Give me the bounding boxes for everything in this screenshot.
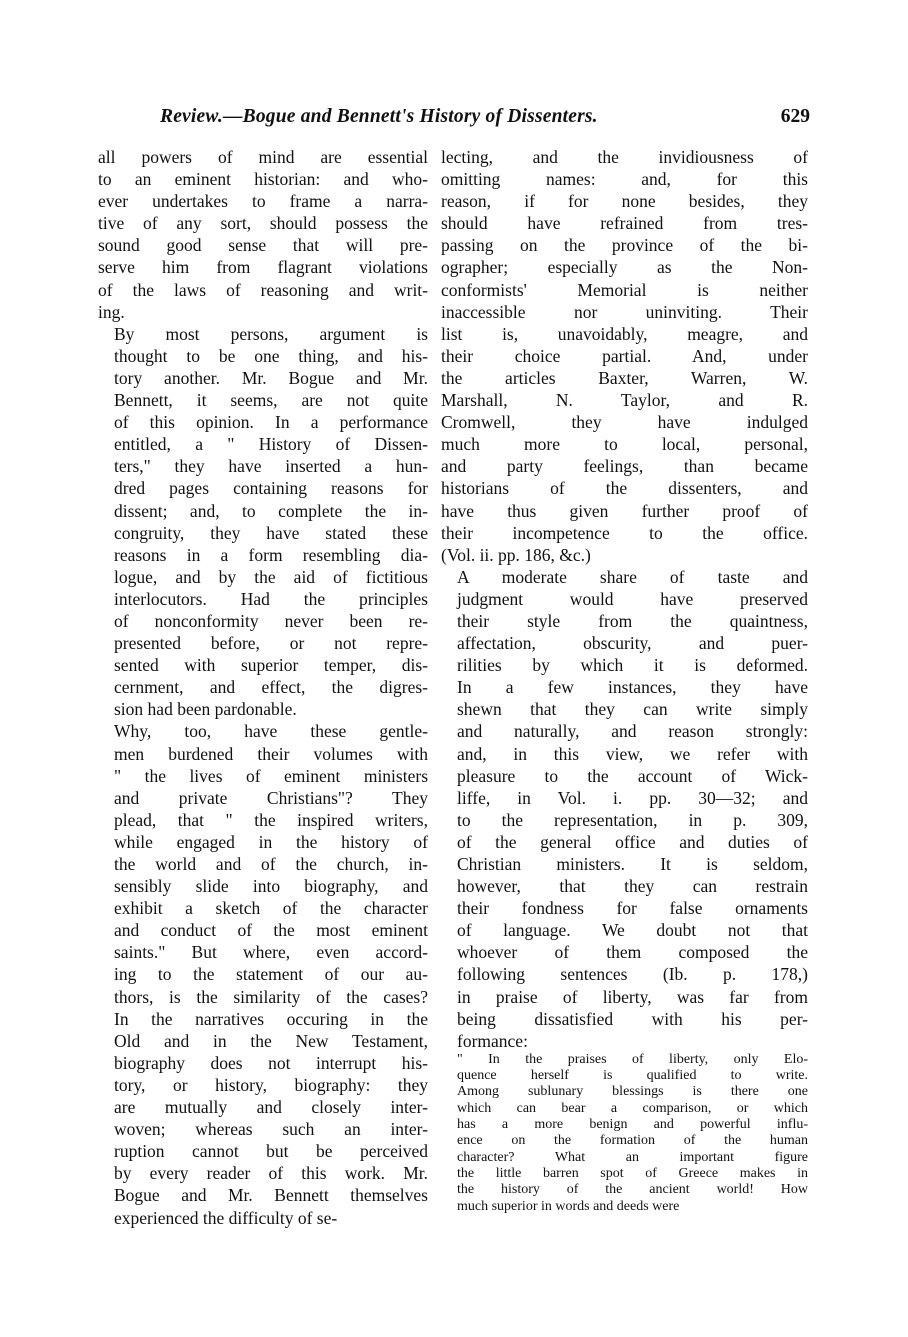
text-line: exhibit a sketch of the character [114,898,428,919]
text-line: by every reader of this work. Mr. [114,1163,428,1184]
block-quote [441,1052,808,1215]
text-line: in praise of liberty, was far from [457,986,808,1007]
text-line: of the general office and duties of [457,831,808,852]
text-line: much more to local, personal, [441,434,808,455]
text-line: lecting, and the invidiousness of [441,147,808,167]
text-line: ing. [98,301,125,322]
text-line: ever undertakes to frame a narra- [98,191,428,212]
text-line: reasons in a form resembling dia- [114,544,428,565]
text-line: A moderate share of taste and [457,566,808,587]
text-line: In a few instances, they have [457,677,808,698]
text-line: sound good sense that will pre- [98,235,428,256]
left-paragraph-1 [98,146,428,323]
text-line: thors, is the similarity of the cases? [114,986,428,1007]
text-line: " the lives of eminent ministers [114,765,428,786]
text-line: congruity, they have stated these [114,522,428,543]
text-line: ters," they have inserted a hun- [114,456,428,477]
text-line: all powers of mind are essential [98,147,428,167]
text-line: passing on the province of the bi- [441,235,808,256]
text-line: the history of the ancient world! How [457,1182,808,1198]
text-line: their style from the quaintness, [457,610,808,631]
text-line: which can bear a comparison, or which [457,1100,808,1116]
text-line: ence on the formation of the human [457,1133,808,1149]
text-line: rilities by which it is deformed. [457,655,808,676]
text-line: Marshall, N. Taylor, and R. [441,390,808,411]
text-line: to an eminent historian: and who- [98,169,428,190]
text-line: tory another. Mr. Bogue and Mr. [114,367,428,388]
text-line: of nonconformity never been re- [114,610,428,631]
text-line: tive of any sort, should possess the [98,213,428,234]
text-line: of the laws of reasoning and writ- [98,279,428,300]
text-line: their choice partial. And, under [441,345,808,366]
text-line: dred pages containing reasons for [114,478,428,499]
text-line: of this opinion. In a performance [114,412,428,433]
text-line: Cromwell, they have indulged [441,412,808,433]
text-line: woven; whereas such an inter- [114,1119,428,1140]
text-line: their incompetence to the office. [441,522,808,543]
text-line: logue, and by the aid of fictitious [114,566,428,587]
text-line: thought to be one thing, and his- [114,345,428,366]
page-header [160,106,810,136]
text-line: list is, unavoidably, meagre, and [441,323,808,344]
text-line: omitting names: and, for this [441,169,808,190]
text-line: experienced the difficulty of se- [114,1207,338,1228]
text-line: and conduct of the most eminent [114,920,428,941]
text-line: biography does not interrupt his- [114,1052,428,1073]
left-paragraph-3 [98,720,428,1228]
text-line: By most persons, argument is [114,323,428,344]
text-line: entitled, a " History of Dissen- [114,434,428,455]
right-paragraph-1 [441,146,808,566]
text-line: formance: [457,1030,528,1051]
text-line: pleasure to the account of Wick- [457,765,808,786]
text-line: and naturally, and reason strongly: [457,721,808,742]
text-line: saints." But where, even accord- [114,942,428,963]
text-line: sented with superior temper, dis- [114,655,428,676]
text-line: conformists' Memorial is neither [441,279,808,300]
text-line: Bogue and Mr. Bennett themselves [114,1185,428,1206]
text-line: character? What an important figure [457,1149,808,1165]
running-head: Review.—Bogue and Bennett's History of Dissenters. [160,106,598,127]
text-line: cernment, and effect, the digres- [114,677,428,698]
right-paragraph-2 [441,566,808,1052]
text-line: has a more benign and powerful influ- [457,1117,808,1133]
text-line: judgment would have preserved [457,588,808,609]
text-line: however, that they can restrain [457,876,808,897]
text-line: have thus given further proof of [441,500,808,521]
page-number: 629 [780,106,810,127]
text-line: In the narratives occuring in the [114,1008,428,1029]
text-line: liffe, in Vol. i. pp. 30—32; and [457,787,808,808]
text-line: ing to the statement of our au- [114,964,428,985]
text-line: the articles Baxter, Warren, W. [441,367,808,388]
text-line: Old and in the New Testament, [114,1030,428,1051]
text-line: their fondness for false ornaments [457,898,808,919]
text-line: " In the praises of liberty, only Elo- [457,1051,808,1067]
text-line: men burdened their volumes with [114,743,428,764]
text-line: and party feelings, than became [441,456,808,477]
text-line: quence herself is qualified to write. [457,1068,808,1084]
text-line: sensibly slide into biography, and [114,876,428,897]
text-line: reason, if for none besides, they [441,191,808,212]
left-paragraph-2 [98,323,428,721]
text-line: while engaged in the history of [114,831,428,852]
right-column [441,146,808,1215]
text-line: shewn that they can write simply [457,699,808,720]
text-line: Christian ministers. It is seldom, [457,854,808,874]
text-line: sion had been pardonable. [114,699,297,720]
text-line: presented before, or not repre- [114,633,428,654]
text-line: Bennett, it seems, are not quite [114,390,428,411]
text-line: being dissatisfied with his per- [457,1008,808,1029]
text-line: and private Christians"? They [114,787,428,808]
left-column [98,146,428,1229]
text-line: tory, or history, biography: they [114,1074,428,1095]
text-line: serve him from flagrant violations [98,257,428,278]
text-line: and, in this view, we refer with [457,743,808,764]
text-line: the little barren spot of Greece makes in [457,1165,808,1181]
text-line: (Vol. ii. pp. 186, &c.) [441,544,591,565]
text-line: following sentences (Ib. p. 178,) [457,964,808,985]
text-line: ruption cannot but be perceived [114,1141,428,1162]
text-line: to the representation, in p. 309, [457,809,808,830]
text-line: should have refrained from tres- [441,213,808,234]
text-line: affectation, obscurity, and puer- [457,633,808,654]
text-line: of language. We doubt not that [457,920,808,941]
text-line: inaccessible nor uninviting. Their [441,301,808,322]
text-line: the world and of the church, in- [114,854,428,874]
text-line: whoever of them composed the [457,942,808,963]
text-line: Why, too, have these gentle- [114,721,428,742]
text-line: historians of the dissenters, and [441,478,808,499]
text-line: plead, that " the inspired writers, [114,809,428,830]
text-line: ographer; especially as the Non- [441,257,808,278]
text-line: Among sublunary blessings is there one [457,1084,808,1100]
text-line: interlocutors. Had the principles [114,588,428,609]
text-line: are mutually and closely inter- [114,1097,428,1118]
text-line: much superior in words and deeds were [457,1198,680,1214]
text-line: dissent; and, to complete the in- [114,500,428,521]
